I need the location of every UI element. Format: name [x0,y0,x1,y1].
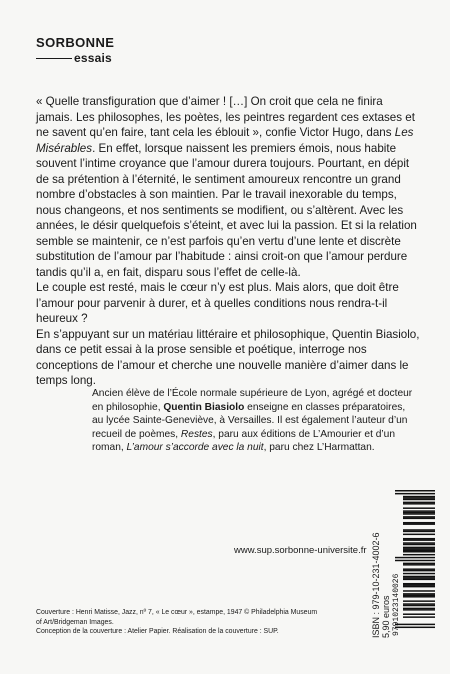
barcode-bar [395,624,435,626]
publisher-logo [36,36,114,65]
publisher-url[interactable]: www.sup.sorbonne-universite.fr [234,545,367,556]
barcode-bar [403,551,435,553]
barcode-bar [403,603,435,605]
barcode-bar [403,502,435,504]
barcode-bar [395,490,435,492]
bio-text-b: enseigne en classes préparatoires, au lycée Sainte-Geneviève, à Versailles. Il est également l’auteur d’un recueil de poèmes, [92,401,408,440]
barcode-bar [403,583,435,585]
isbn-label: ISBN : 979-10-231-4002-6 [371,532,381,638]
barcode-bar [403,522,435,524]
barcode-bar [403,531,435,533]
barcode-bar [395,627,435,629]
barcode-bar [403,496,435,498]
credits-line-3: Conception de la couverture : Atelier Papier. Réalisation de la couverture : SUP. [36,628,279,636]
isbn-block [371,488,391,638]
barcode-bar [403,544,435,546]
barcode-bar [403,584,435,586]
barcode-bar [403,534,435,536]
barcode-bar [403,523,435,525]
barcode-bar [395,493,435,495]
barcode-bar [395,557,435,559]
barcode-bar [403,586,435,588]
barcode-bar [403,596,435,598]
cover-credits [36,608,366,637]
barcode-bar [403,605,435,607]
barcode-bar [403,499,435,501]
isbn-rotated [371,532,391,638]
barcode-bar [403,529,435,531]
blurb-p1-title: Les Misérables [36,126,414,155]
barcode-bar [395,560,435,562]
barcode-bar [403,568,435,570]
barcode-bar [403,577,435,579]
logo-brand: SORBONNE [36,35,115,50]
author-bio [92,387,414,455]
blurb-paragraph-2: Le couple est resté, mais le cœur n’y est plus. Mais alors, que doit être l’amour pour parvenir à durer, et à quelles conditions nous rendra-t-il heureux ? [36,281,399,325]
barcode-bar [403,570,435,572]
bio-text-d: , paru chez L’Harmattan. [263,442,375,454]
barcode-bar [403,503,435,505]
price-label: 5,90 euros [381,595,391,638]
blurb-p1-text-b: . En effet, lorsque naissent les premiers émois, nous habite souvent l’intime croyance que l’amour durera toujours. Pourtant, en dépit de sa prétention à l’éternité, le sentiment amoureux rencontre un grand nombre d’obstacles à son maintien. Par le travail inexorable du temps, nous changeons, et nos sentiments se modifient, ou s’altèrent. Avec les années, le désir quelquefois s’éteint, et avec lui la passion. Et si la relation semble se maintenir, ce n’est parfois qu’en vertu d’une lente et discrète substitution de l’amour par l’habitude : ainsi croit-on que l’amour perdure tandis qu’il a, en fait, disparu sous l’effet de celle-là. [36,141,417,279]
barcode-bar [403,548,435,550]
barcode-bar [403,595,435,597]
barcode-bar [403,609,435,611]
bio-text-a: Ancien élève de l’École normale supérieure de Lyon, agrégé et docteur en philosophie, [92,388,413,413]
barcode-bar [403,510,435,512]
barcode-bar [403,512,435,513]
logo-rule [36,58,72,60]
credits-line-2: of Art/Bridgeman Images. [36,618,114,626]
barcode-bar [403,593,435,595]
bio-text-c: , paru aux éditions de L’Amourier et d’un roman, [92,428,395,454]
barcode-bar [403,539,435,541]
author-name: Quentin Biasiolo [163,401,245,413]
barcode-bar [403,497,435,499]
barcode-bar [403,564,435,566]
logo-series: essais [74,51,112,65]
barcode-bar [403,600,435,602]
logo-series-row [36,52,114,65]
barcode-bar [403,513,435,515]
barcode-bar [403,590,435,592]
barcode-bar [403,554,435,556]
blurb-paragraph-3: En s’appuyant sur un matériau littéraire et philosophique, Quentin Biasiolo, dans ce petit essai à la prose sensible et poétique, interroge nos conceptions de l’amour et cherche une nouvelle manière d’aimer dans le temps long. [36,327,420,387]
barcode-bar [403,616,435,618]
blurb-paragraph-1 [36,94,420,280]
barcode-bar [403,550,435,552]
barcode-bar [403,563,435,565]
barcode-bar [403,538,435,540]
barcode-bar [403,573,435,575]
barcode-bar [403,613,435,615]
barcode-bar [403,579,435,581]
barcode-bar [403,547,435,549]
blurb-p1-text-a: « Quelle transfiguration que d’aimer ! […] On croit que cela ne finira jamais. Les philosophes, les poètes, les peintres regardent ces extases et ne savent qu’en faire, tant cela les éblouit », confie Victor Hugo, dans [36,95,415,139]
barcode-bar [403,507,435,509]
back-cover-blurb [36,94,420,389]
barcode-digits: 9791023140026 [392,573,401,636]
barcode-bar [403,516,435,518]
barcode-bar [403,576,435,578]
barcode-bar [403,518,435,520]
barcode-bar [403,542,435,544]
barcode [391,488,437,640]
bio-book-1: Restes [180,428,213,440]
bio-book-2: L’amour s’accorde avec la nuit [126,442,264,454]
credits-line-1: Couverture : Henri Matisse, Jazz, nº 7, « Le cœur », estampe, 1947 © Philadelphia Museum [36,609,318,616]
barcode-bar [403,608,435,610]
